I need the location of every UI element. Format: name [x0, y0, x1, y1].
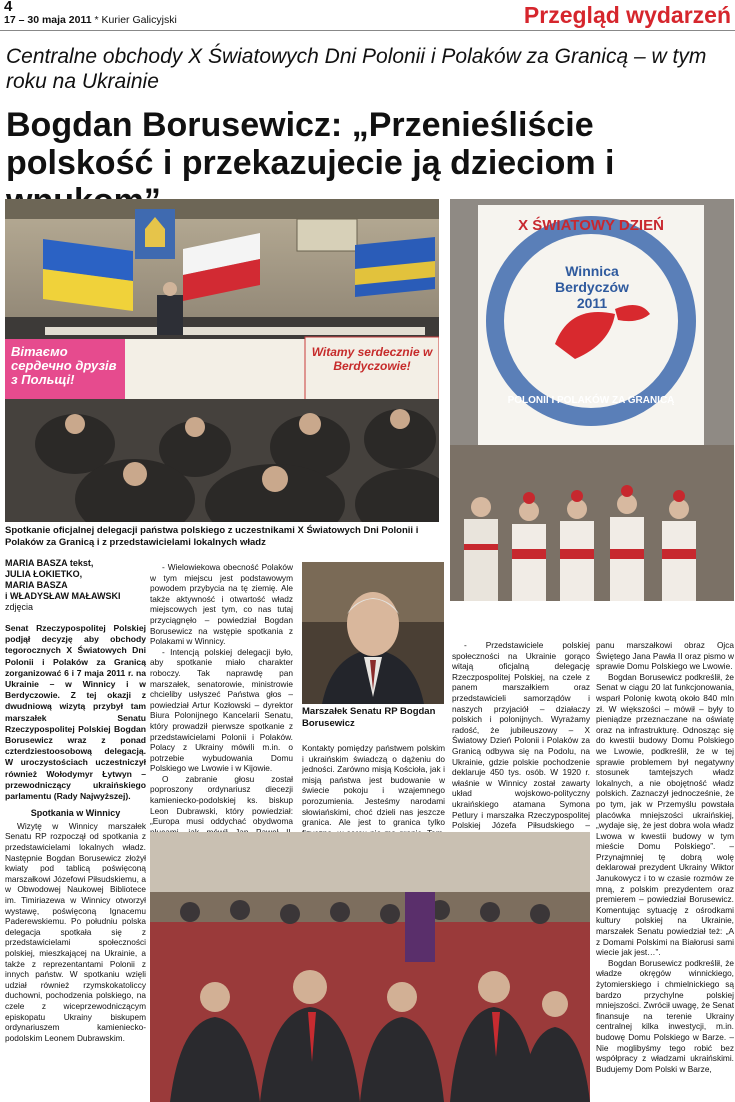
c2-paragraph-2: - Intencją polskiej delegacji było, aby spotkanie miało charakter roboczy. Tak naprawdę pan marszałek, senatorowie, ministrowie chcieliby usłyszeć Państwa głos – powiedział Artur Kozłowski – dyrektor Biura Polonijnego Kancelarii Senatu, który prowadził pierwsze spotkanie z przedstawicielami Polonii i Polaków. Polacy z Ukrainy mówili m.in. o potrzebie wybudowania Domu Polskiego we Lwowie i w Kijowie.: [150, 646, 293, 774]
c5-paragraph-3: Bogdan Borusewicz podkreślił, że władze okręgów winnickiego, żytomierskiego i chmielnickiego są bardzo przychylne polskiej mniejszości. Zwrócił uwagę, że Senat finansuje na terenie Ukrainy centralnej kilka inwestycji, m.in. budowę Domu Polskiego w Barze. – Nie moglibyśmy tego robić bez współpracy z władzami ukraińskimi. Budujemy Dom Polski w Barze,: [596, 957, 734, 1074]
byline-line1: MARIA BASZA tekst,: [5, 558, 94, 568]
audience-image: [150, 832, 590, 1102]
c4-paragraph-1: - Przedstawiciele polskiej społeczności na Ukrainie gorąco witają oficjalną delegację Rzeczpospolitej Polskiej, na czele z panem marszałkiem oraz przedstawicieli samorządów i naszych przyjaciół – działaczy polskich i polonijnych. Wyrażamy radość, że jubileuszowy – X Światowy Dzień Polonii i Polaków za Granicą odbywa się na Podolu, na Ukrainie, gdzie polskie pochodzenie deklaruje 450 tys. osób. W 1920 r. właśnie w Winnicy został zawarty układ wojskowo-polityczny ukraińskiego atamana Symona Petlury i marszałka Rzeczypospolitej Polskiej Józefa Piłsudskiego –: [452, 640, 590, 831]
article-kicker: Centralne obchody X Światowych Dni Polonii i Polaków za Granicą – w tym roku na Ukrainie: [6, 45, 707, 93]
photo-emblem-choir: [450, 199, 734, 601]
emblem-city2: Berdyczów: [555, 279, 629, 295]
c2-paragraph-1: - Wielowiekowa obecność Polaków w tym miejscu jest podstawowym powodem przybycia na tę ziemię. Ale także aktywność i otwartość władz miejscowych jest tym, co nas tutaj przyciągnęło – powiedział Bogdan Borusewicz na wstępie spotkania z Polakami w Winnicy.: [150, 562, 293, 647]
issue-date-line: [4, 14, 177, 26]
subhead-winnica: Spotkania w Winnicy: [30, 808, 121, 819]
photo-conference-hall: [5, 199, 439, 522]
byline-line5: zdjęcia: [5, 602, 34, 612]
c5-paragraph-1: panu marszałkowi obraz Ojca Świętego Jana Pawła II oraz pismo w sprawie Domu Polskiego we Lwowie.: [596, 640, 734, 672]
page-number: 4: [4, 0, 13, 15]
banner-polish-text: Witamy serdecznie w Berdyczowie!: [311, 345, 433, 373]
c3-paragraph-1: Kontakty pomiędzy państwem polskim i ukraińskim świadczą o dążeniu do jedności. Zarówno misją Kościoła, jak i misją państwa jest budowanie w świecie pokoju i wzajemnego porozumienia. Jesteśmy narodami słowiańskimi, choć dzieli nas jeszcze granica. Ale jest to granica tylko: [302, 743, 445, 828]
c1-paragraph-1: Wizytę w Winnicy marszałek Senatu RP rozpoczął od spotkania z przedstawicielami lokalnych władz. Następnie Bogdan Borusewicz złożył kwiaty pod tablicą poświęconą marszałkowi Józefowi Piłsudskiemu, a w Obwodowej Naukowej Bibliotece im. Timiriazewa w Winnicy otworzył wystawę, poświęconą Ignacemu Paderewskiemu. Po południu polska delegacja spotkała się z przedstawicielami społeczności polskiej, mieszkającej na Ukrainie, a także z reprezentantami Polonii z innych państw. W spotkaniu wzięli udział również rzymskokatoliccy duchowni, pochodzenia polskiego, na czele z wiceprzewodniczącym episkopatu Ukrainy biskupem ordynariuszem kamieniecko-podolskim Leonem Dubrawskim.: [5, 820, 146, 1043]
byline-line2: JULIA ŁOKIETKO,: [5, 569, 83, 579]
column-5: [596, 640, 734, 1074]
publication-name: * Kurier Galicyjski: [94, 14, 177, 26]
article-headline: Bogdan Borusewicz: „Przenieśliście polskość i przekazujecie ją dzieciom i: [6, 106, 615, 182]
column-2: [150, 562, 293, 848]
header-rule: [0, 30, 735, 31]
byline-line4: i WŁADYSŁAW MAŁAWSKI: [5, 591, 121, 601]
emblem-year: 2011: [576, 295, 608, 311]
c5-paragraph-2: Bogdan Borusewicz podkreślił, że Senat w ciągu 20 lat funkcjonowania, wsparł Polonię kwotą około 840 mln zł. W większości – mówił – były to pieniądze przeznaczane na oświatę oraz na infrastrukturę. Odnosząc się do kwestii budowy Domu Polskiego we Lwowie, podkreślił, że w tej sprawie problemem był negatywny stosunek tamtejszych władz lokalnych, a nie obojętność władz polskich. Zaznaczył jednocześnie, że po tym, jak w Przemyślu powstała placówka mniejszości ukraińskiej, „wydaje się, że jest dobra wola władz Lwowa w kwestii budowy w tym mieście Domu Polskiego”. – Przynajmniej tę dobrą wolę deklarował prezydent Ukrainy Wiktor Janukowycz i to w czasie rozmów ze mną, z polskim prezydentem oraz premierem – powiedział Borusewicz. Komentując sytuację z ośrodkami kultury polskiej na Ukrainie, marszałek Senatu powiedział też: „A z Domami Polskimi na Białorusi sami wiecie jak jest…”.: [596, 671, 734, 958]
photo-portrait: [302, 562, 444, 704]
hall-photo-caption: Spotkanie oficjalnej delegacji państwa polskiego z uczestnikami X Światowych Dni Polonii i Polaków za Granicą i z przedstawicielami lokalnych władz: [5, 525, 419, 548]
section-title: Przegląd wydarzeń: [523, 2, 731, 28]
byline: [5, 558, 146, 613]
issue-date: 17 – 30 maja 2011: [4, 14, 92, 26]
article-lead: Senat Rzeczypospolitej Polskiej podjął decyzję aby obchody tegorocznych X Światowych Dni Polonii i Polaków za Granicą zorganizować 6 i 7 maja 2011 r. na Ukrainie – w Winnicy i w Berdyczowie. Z tej okazji z dwudniową wizytą przybył tam marszałek Senatu Rzeczypospolitej Polskiej Bogdan Borusewicz wraz z ponad czterdziestoosobową delegacją. W uroczystościach uczestniczył również Wołodymyr Łytwyn – przewodniczący ukraińskiego parlamentu (Rady Najwyższej).: [5, 623, 146, 802]
byline-line3: MARIA BASZA: [5, 580, 68, 590]
c2-paragraph-3: O zabranie głosu został poproszony ordynariusz diecezji kamieniecko-podolskiej ks. biskup Leon Dubrawski, który powiedział: „Europa musi oddychać obydwoma: [150, 773, 293, 827]
emblem-ring-bottom: POLONII I POLAKÓW ZA GRANICĄ: [507, 395, 675, 406]
portrait-caption: Marszałek Senatu RP Bogdan Borusewicz: [302, 706, 436, 729]
banner-ukrainian-text: Вітаємо сердечно друзів з Польщі!: [11, 344, 117, 387]
emblem-city1: Winnica: [565, 263, 619, 279]
column-1: [5, 558, 146, 1043]
emblem-ring-top: X ŚWIATOWY DZIEŃ: [518, 217, 664, 234]
photo-audience: [150, 832, 590, 1102]
portrait-image: [302, 562, 444, 704]
emblem-center-text: [502, 263, 682, 311]
